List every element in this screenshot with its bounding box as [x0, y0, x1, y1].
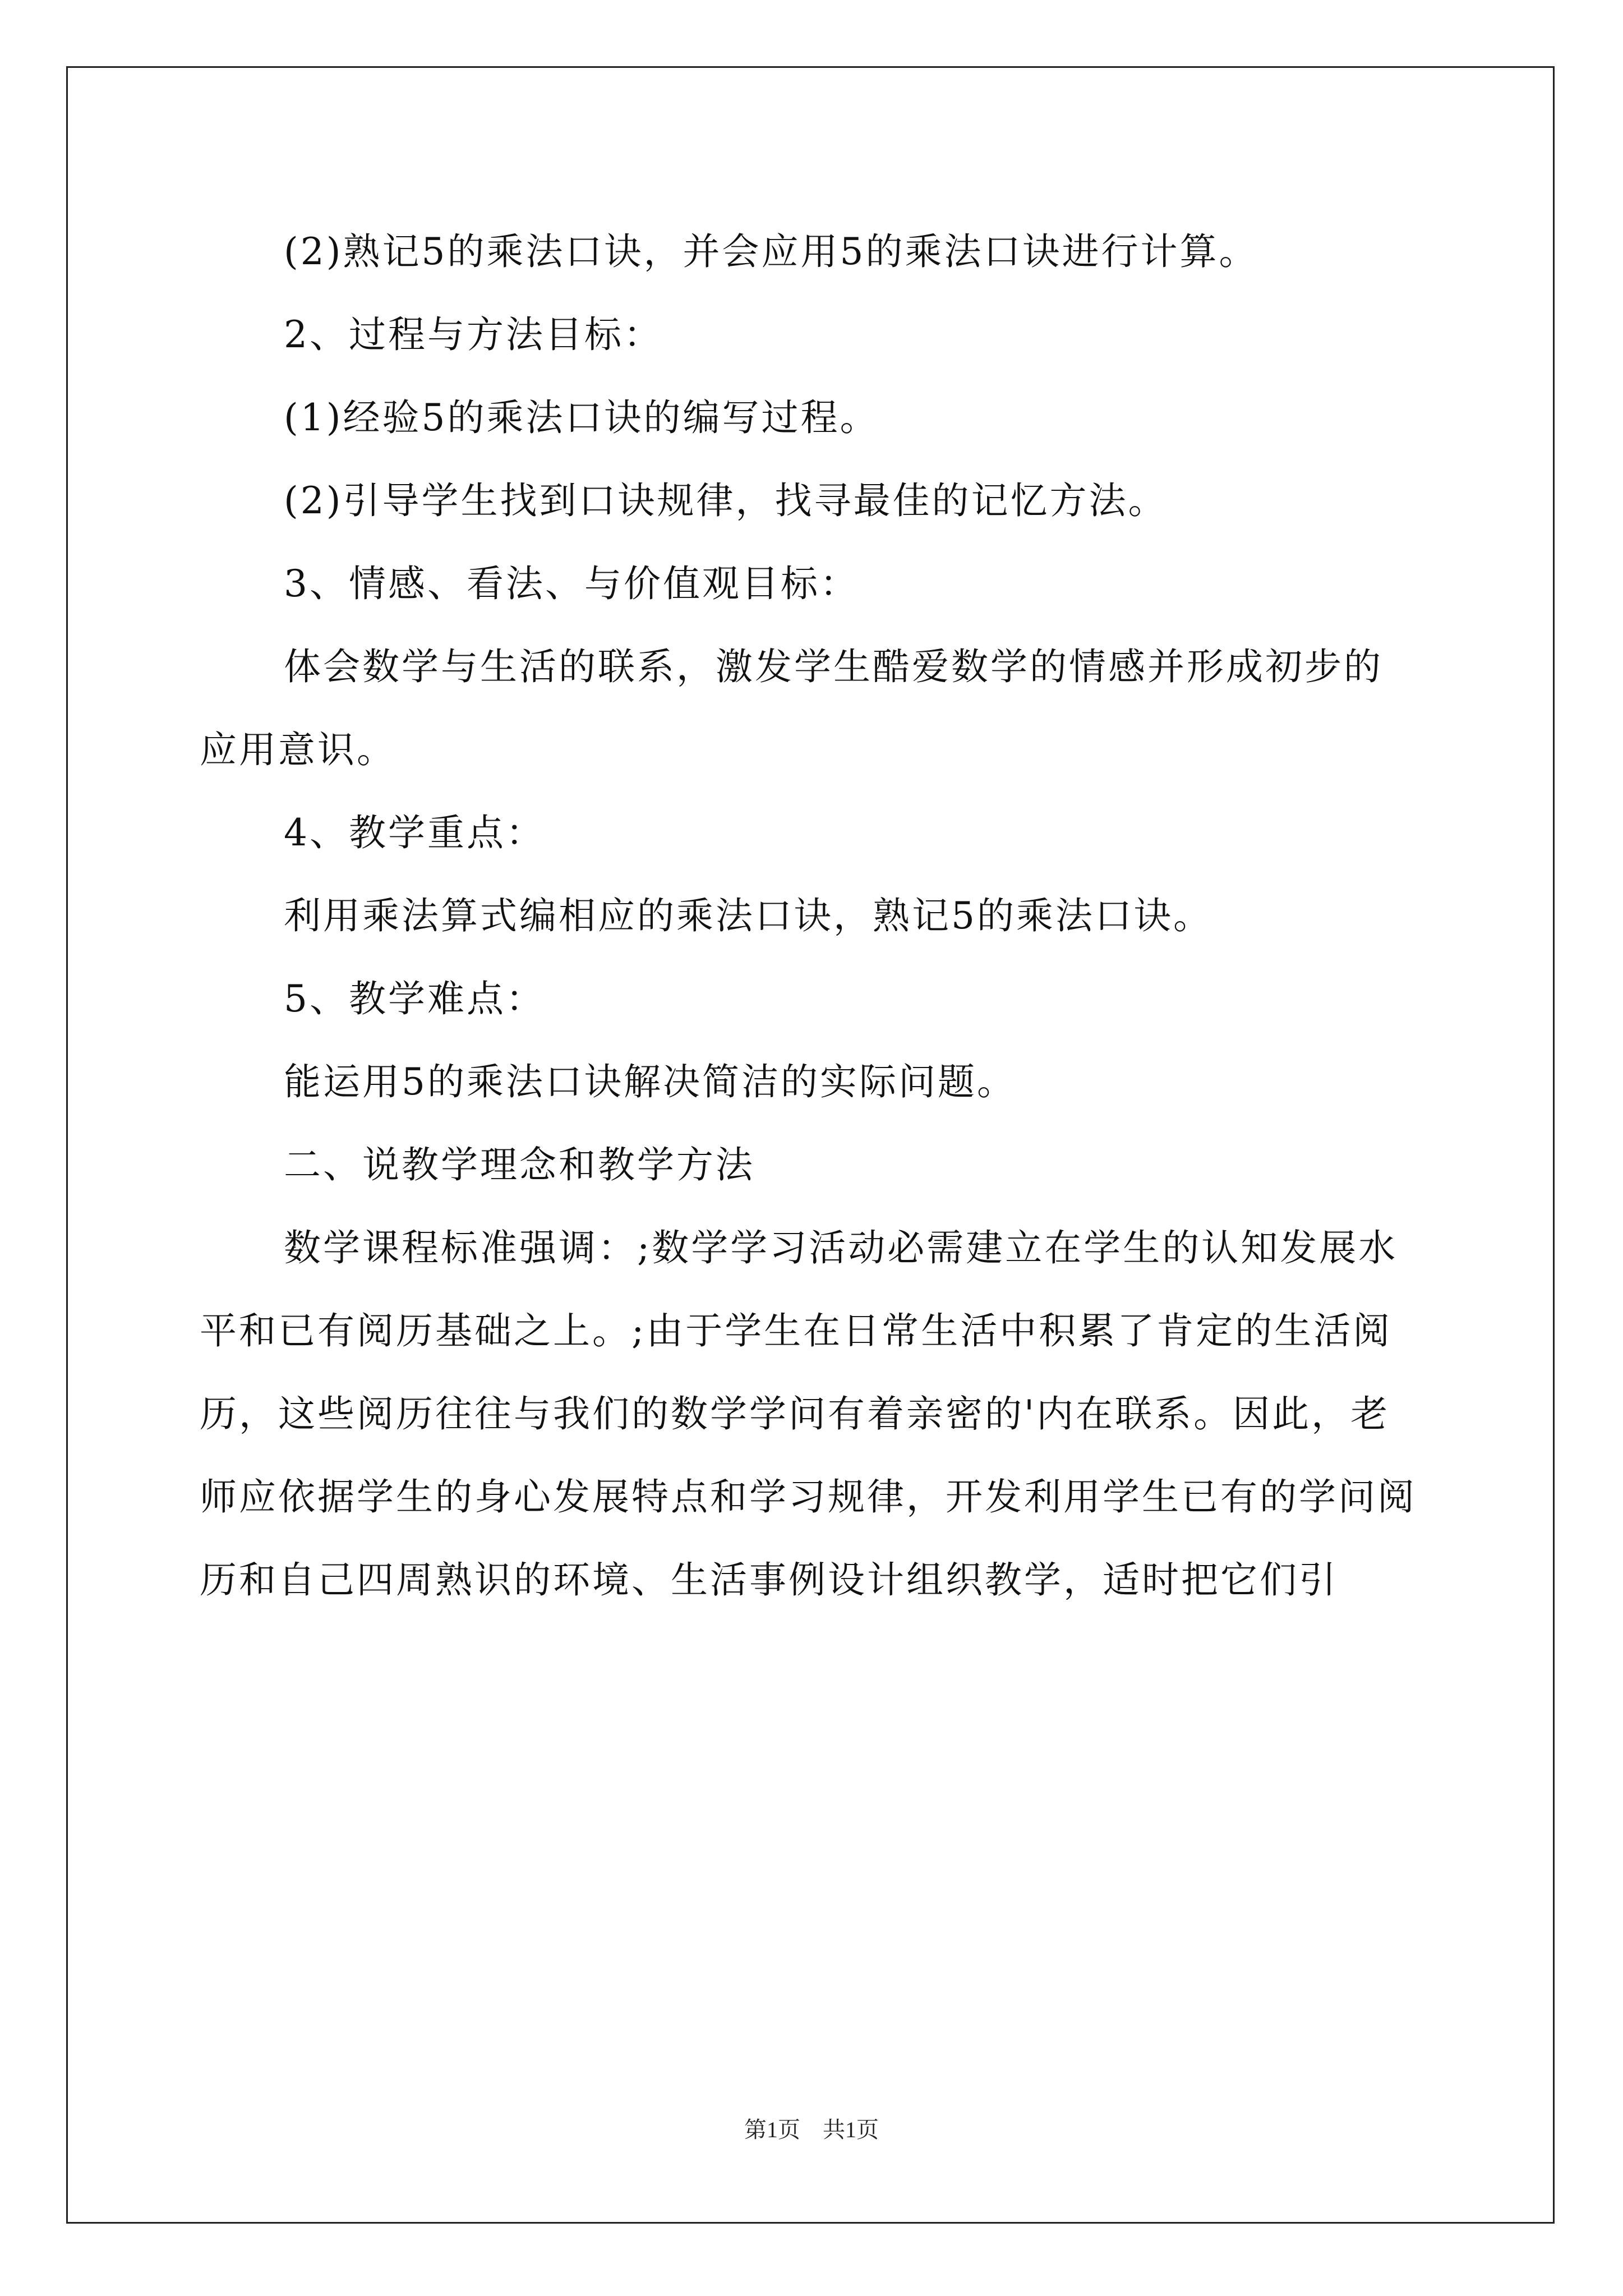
document-body: [200, 210, 1417, 1622]
paragraph-3: (1)经验5的乘法口诀的编写过程。: [284, 396, 879, 439]
paragraph-12: 数学课程标准强调：;数学学习活动必需建立在学生的认知发展水平和已有阅历基础之上。;由于学生在日常生活中积累了肯定的生活阅历，这些阅历往往与我们的数学学问有着亲密的'内在联系。因此，老师应依据学生的身心发展特点和学习规律，开发利用学生已有的学问阅历和自己四周熟识的环境、生活事例设计组织教学，适时把它们引: [200, 1226, 1417, 1602]
paragraph-4: (2)引导学生找到口诀规律，找寻最佳的记忆方法。: [284, 479, 1168, 522]
paragraph-10: 能运用5的乘法口诀解决简洁的实际问题。: [284, 1060, 1016, 1103]
page-footer: 第1页 共1页: [744, 2117, 879, 2142]
paragraph-7: 4、教学重点：: [284, 811, 545, 854]
paragraph-6: 体会数学与生活的联系，激发学生酷爱数学的情感并形成初步的应用意识。: [200, 645, 1383, 771]
paragraph-8: 利用乘法算式编相应的乘法口诀，熟记5的乘法口诀。: [284, 894, 1212, 937]
paragraph-5: 3、情感、看法、与价值观目标：: [284, 562, 859, 605]
paragraph-9: 5、教学难点：: [284, 977, 545, 1020]
paragraph-2: 2、过程与方法目标：: [284, 313, 663, 356]
paragraph-11: 二、说教学理念和教学方法: [284, 1143, 755, 1186]
paragraph-1: (2)熟记5的乘法口诀，并会应用5的乘法口诀进行计算。: [284, 230, 1258, 273]
